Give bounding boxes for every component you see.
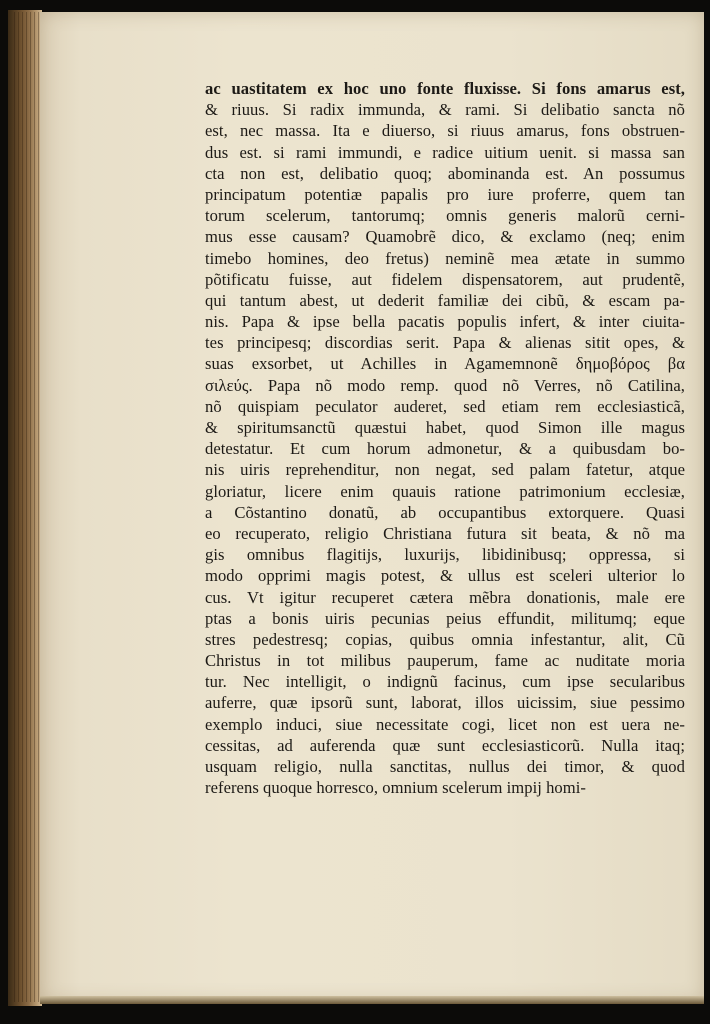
text-line: mus esse causam? Quamobrẽ dico, & exclamo (neq; enim — [205, 227, 685, 247]
text-line: usquam religio, nulla sanctitas, nullus dei timor, & quod — [205, 757, 685, 776]
text-line: cus. Vt igitur recuperet cætera mẽbra donationis, male ere — [205, 587, 685, 607]
page-edges-texture — [14, 12, 40, 1002]
text-line: qui tantum abest, ut dederit familiæ dei cibũ, & escam pa- — [205, 290, 685, 310]
text-line: exemplo induci, siue necessitate cogi, licet non est uera ne- — [205, 714, 685, 734]
text-line: nõ quispiam peculator auderet, sed etiam rem ecclesiasticã, — [205, 396, 685, 416]
text-line: nis. Papa & ipse bella pacatis populis infert, & inter ciuita- — [205, 312, 685, 332]
text-line: põtificatu fuisse, aut fidelem dispensatorem, aut prudentẽ, — [205, 269, 685, 289]
text-line: cta non est, delibatio quoq; abominanda est. An possumus — [205, 163, 685, 183]
text-line: ptas a bonis uiris pecunias peius effundit, militumq; eque — [205, 608, 685, 628]
text-line: modo opprimi magis potest, & ullus est sceleri ulterior lo — [205, 566, 685, 586]
text-block — [205, 78, 685, 798]
text-line: auferre, quæ ipsorũ sunt, laborat, illos uicissim, siue pessimo — [205, 693, 685, 713]
text-line: torum scelerum, tantorumq; omnis generis malorũ cerni- — [205, 206, 685, 226]
text-line: stres pedestresq; copias, quibus omnia infestantur, alit, Cũ — [205, 629, 685, 649]
text-line: principatum potentiæ papalis pro iure proferre, quem tan — [205, 184, 685, 204]
text-line: timebo homines, deo fretus) neminẽ mea ætate in summo — [205, 248, 685, 268]
text-line: gloriatur, licere enim quauis ratione patrimonium ecclesiæ, — [205, 481, 685, 501]
text-line: detestatur. Et cum horum admonetur, & a quibusdam bo- — [205, 439, 685, 459]
text-line: & riuus. Si radix immunda, & rami. Si delibatio sancta nõ — [205, 100, 685, 120]
text-line: eo recuperato, religio Christiana futura sit beata, & nõ ma — [205, 523, 685, 543]
text-line: cessitas, ad auferenda quæ sunt ecclesiasticorũ. Nulla itaq; — [205, 735, 685, 755]
text-line: est, nec massa. Ita e diuerso, si riuus amarus, fons obstruen- — [205, 121, 685, 141]
text-line: suas exsorbet, ut Achilles in Agamemnonẽ δημοβόρος βα — [205, 354, 685, 374]
text-line: & spiritumsanctũ quæstui habet, quod Simon ille magus — [205, 418, 685, 437]
scan-border — [704, 8, 710, 1008]
text-line: a Cõstantino donatũ, ab occupantibus extorquere. Quasi — [205, 502, 685, 522]
text-line: dus est. si rami immundi, e radice uitium uenit. si massa san — [205, 142, 685, 162]
text-line: ac uastitatem ex hoc uno fonte fluxisse. Si fons amarus est, — [205, 79, 685, 98]
text-line: Christus in tot milibus pauperum, fame ac nuditate moria — [205, 651, 685, 671]
text-line: tur. Nec intelligit, o indignũ facinus, cum ipse secularibus — [205, 672, 685, 692]
text-line: referens quoque horresco, omnium scelerum impij homi- — [205, 778, 586, 798]
text-line: σιλεύς. Papa nõ modo remp. quod nõ Verres, nõ Catilina, — [205, 375, 685, 395]
page-bottom-edge — [40, 996, 704, 1004]
text-line: nis uiris reprehenditur, non negat, sed palam fatetur, atque — [205, 460, 685, 480]
text-line: gis omnibus flagitijs, luxurijs, libidinibusq; oppressa, si — [205, 545, 685, 565]
text-line: tes principesq; discordias serit. Papa & alienas sitit opes, & — [205, 333, 685, 353]
